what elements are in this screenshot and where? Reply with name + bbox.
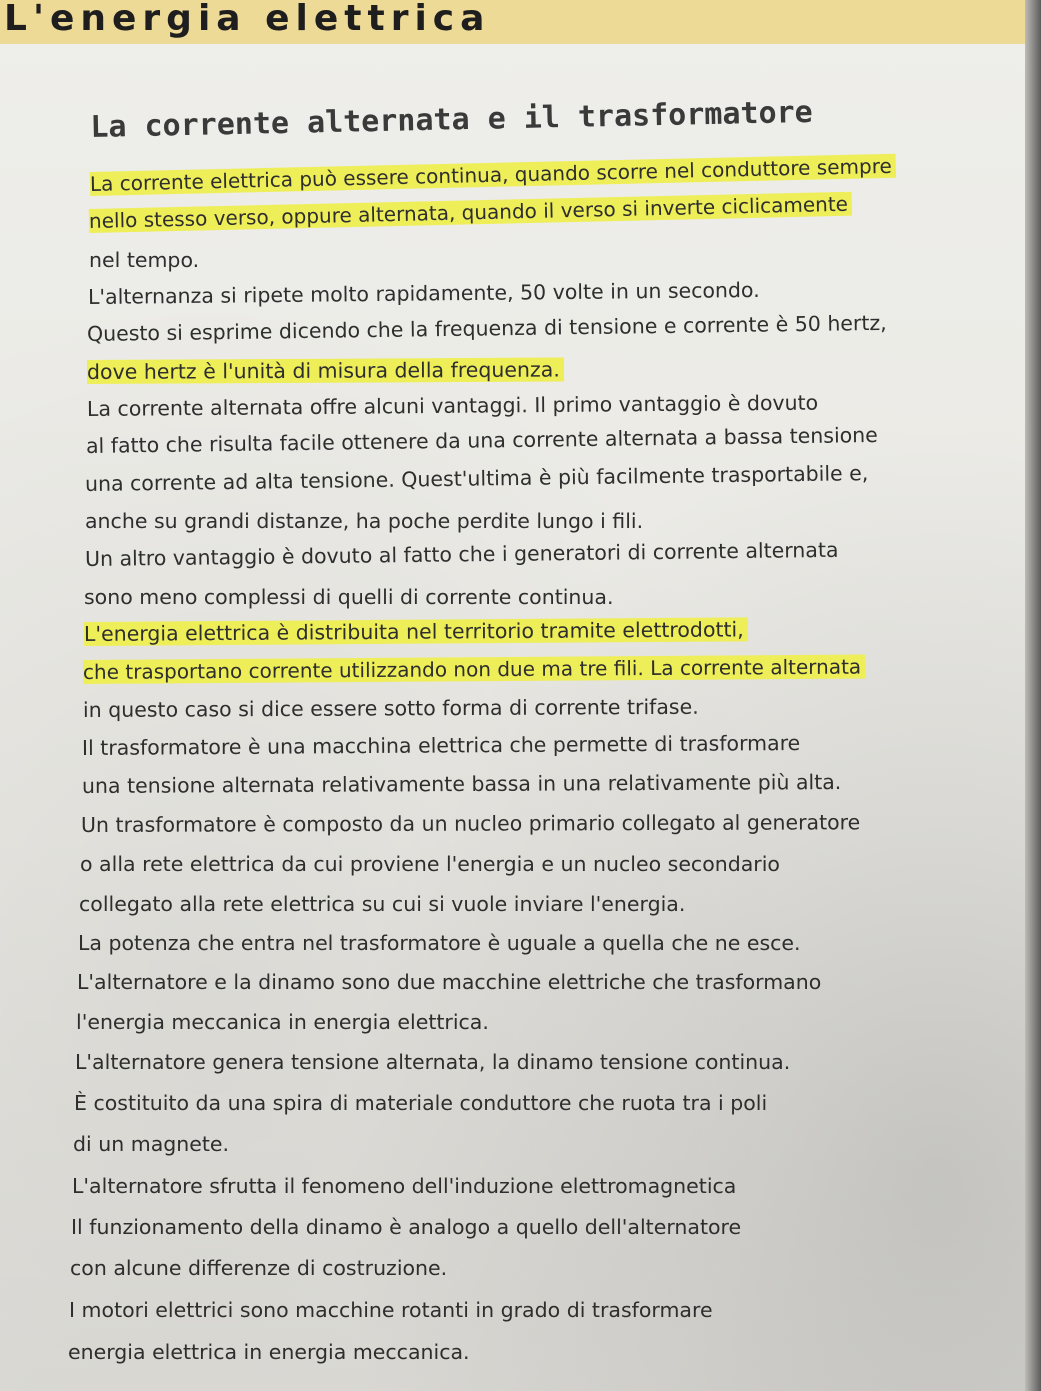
highlighted-text: che trasportano corrente utilizzando non due ma tre fili. La corrente alternata [83,655,865,684]
text-line: È costituito da una spira di materiale conduttore che ruota tra i poli [74,1091,768,1115]
text-line: La corrente alternata offre alcuni vantaggi. Il primo vantaggio è dovuto [86,390,819,421]
text-line: L'alternatore genera tensione alternata, la dinamo tensione continua. [75,1050,791,1074]
text-line: una tensione alternata relativamente bassa in una relativamente più alta. [81,770,842,798]
text-line [83,654,865,685]
text-line: una corrente ad alta tensione. Quest'ultima è più facilmente trasportabile e, [84,461,869,496]
section-title: La corrente alternata e il trasformatore [90,94,814,145]
text-line: l'energia meccanica in energia elettrica. [76,1010,489,1034]
text-line: Il trasformatore è una macchina elettrica che permette di trasformare [81,730,801,760]
text-line: collegato alla rete elettrica su cui si vuole inviare l'energia. [79,892,686,916]
chapter-title: L'energia elettrica [4,0,491,39]
text-line: con alcune differenze di costruzione. [70,1256,448,1280]
text-line: Questo si esprime dicendo che la frequenza di tensione e corrente è 50 hertz, [86,310,887,346]
text-line [89,191,853,234]
text-line: L'alternatore e la dinamo sono due macchine elettriche che trasformano [77,970,822,994]
text-line [90,153,896,197]
text-line: L'alternanza si ripete molto rapidamente, 50 volte in un secondo. [87,277,760,309]
text-line: I motori elettrici sono macchine rotanti in grado di trasformare [69,1298,713,1322]
text-line [87,357,564,385]
text-line: energia elettrica in energia meccanica. [68,1340,470,1364]
page-edge-shadow [1025,0,1041,1391]
highlighted-text: L'energia elettrica è distribuita nel territorio tramite elettrodotti, [84,617,748,646]
text-line: anche su grandi distanze, ha poche perdite lungo i fili. [85,509,644,533]
text-line: L'alternatore sfrutta il fenomeno dell'induzione elettromagnetica [72,1174,737,1198]
chapter-header-band [0,0,1025,44]
text-line: di un magnete. [73,1132,230,1156]
text-line: Il funzionamento della dinamo è analogo a quello dell'alternatore [71,1215,742,1239]
highlighted-text: dove hertz è l'unità di misura della frequenza. [87,358,564,384]
text-line: in questo caso si dice essere sotto forma di corrente trifase. [82,694,699,722]
highlighted-text: nello stesso verso, oppure alternata, quando il verso si inverte ciclicamente [89,192,852,233]
text-line: al fatto che risulta facile ottenere da una corrente alternata a bassa tensione [85,422,878,458]
text-line: o alla rete elettrica da cui proviene l'energia e un nucleo secondario [80,852,780,876]
text-line [84,616,748,647]
text-line: Un trasformatore è composto da un nucleo primario collegato al generatore [80,810,861,837]
highlighted-text: La corrente elettrica può essere continua, quando scorre nel conduttore sempre [90,154,896,196]
text-line: Un altro vantaggio è dovuto al fatto che i generatori di corrente alternata [84,537,839,571]
text-line: La potenza che entra nel trasformatore è uguale a quella che ne esce. [78,931,801,955]
text-line: sono meno complessi di quelli di corrente continua. [84,585,614,609]
text-line: nel tempo. [89,248,200,272]
